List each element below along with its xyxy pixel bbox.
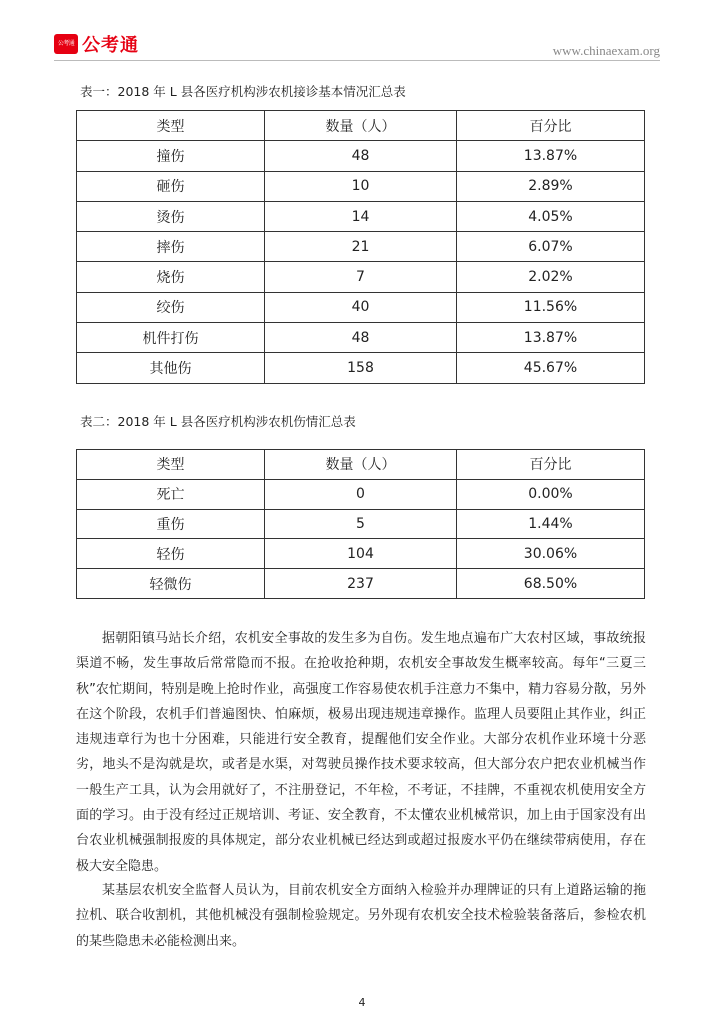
cell-type: 轻伤 bbox=[77, 539, 265, 569]
cell-count: 14 bbox=[265, 201, 457, 231]
table-row bbox=[77, 292, 645, 322]
cell-percent: 1.44% bbox=[457, 509, 645, 539]
cell-type: 烫伤 bbox=[77, 201, 265, 231]
table-row bbox=[77, 171, 645, 201]
injury-types-table bbox=[76, 110, 645, 384]
site-url[interactable]: www.chinaexam.org bbox=[552, 43, 660, 58]
column-header-type: 类型 bbox=[77, 450, 265, 480]
cell-count: 48 bbox=[265, 141, 457, 171]
cell-type: 死亡 bbox=[77, 479, 265, 509]
cell-count: 0 bbox=[265, 479, 457, 509]
cell-percent: 30.06% bbox=[457, 539, 645, 569]
header-divider bbox=[54, 60, 660, 61]
cell-count: 237 bbox=[265, 569, 457, 599]
cell-percent: 68.50% bbox=[457, 569, 645, 599]
page-header bbox=[0, 0, 724, 64]
injury-severity-table bbox=[76, 449, 645, 599]
table1-caption: 表一：2018 年 L 县各医疗机构涉农机接诊基本情况汇总表 bbox=[80, 84, 406, 99]
cell-count: 40 bbox=[265, 292, 457, 322]
table-row bbox=[77, 539, 645, 569]
table-row bbox=[77, 353, 645, 383]
table-row bbox=[77, 323, 645, 353]
cell-count: 21 bbox=[265, 232, 457, 262]
page-number: 4 bbox=[358, 996, 366, 1009]
cell-percent: 11.56% bbox=[457, 292, 645, 322]
table-header-row bbox=[77, 111, 645, 141]
column-header-count: 数量（人） bbox=[265, 450, 457, 480]
cell-type: 机件打伤 bbox=[77, 323, 265, 353]
cell-count: 158 bbox=[265, 353, 457, 383]
table-row bbox=[77, 201, 645, 231]
cell-percent: 2.89% bbox=[457, 171, 645, 201]
body-paragraph: 据朝阳镇马站长介绍，农机安全事故的发生多为自伤。发生地点遍布广大农村区域，事故统报渠道不畅，发生事故后常常隐而不报。在抢收抢种期，农机安全事故发生概率较高。每年“三夏三秋”农忙期间，特别是晚上抢时作业，高强度工作容易使农机手注意力不集中，精力容易分散，另外在这个阶段，农机手们普遍图快、怕麻烦，极易出现违规违章操作。监理人员要阻止其作业，纠正违规违章行为也十分困难，只能进行安全教育，提醒他们安全作业。大部分农机作业环境十分恶劣，地头不是沟就是坎，或者是水渠，对驾驶员操作技术要求较高，但大部分农户把农业机械当作一般生产工具，认为会用就好了，不注册登记，不年检，不考证，不挂牌，不重视农机使用安全方面的学习。由于没有经过正规培训、考证、安全教育，不太懂农业机械常识，加上由于国家没有出台农业机械强制报废的具体规定，部分农业机械已经达到或超过报废水平仍在继续带病使用，存在极大安全隐患。 bbox=[76, 631, 646, 874]
column-header-type: 类型 bbox=[77, 111, 265, 141]
table-row bbox=[77, 509, 645, 539]
table-row bbox=[77, 479, 645, 509]
table2-caption: 表二：2018 年 L 县各医疗机构涉农机伤情汇总表 bbox=[80, 414, 356, 429]
cell-count: 48 bbox=[265, 323, 457, 353]
cell-type: 撞伤 bbox=[77, 141, 265, 171]
cell-percent: 13.87% bbox=[457, 323, 645, 353]
cell-type: 轻微伤 bbox=[77, 569, 265, 599]
table-row bbox=[77, 232, 645, 262]
cell-count: 104 bbox=[265, 539, 457, 569]
cell-percent: 13.87% bbox=[457, 141, 645, 171]
cell-type: 砸伤 bbox=[77, 171, 265, 201]
body-paragraph: 某基层农机安全监督人员认为，目前农机安全方面纳入检验并办理牌证的只有上道路运输的拖拉机、联合收割机，其他机械没有强制检验规定。另外现有农机安全技术检验装备落后，参检农机的某些隐患未必能检测出来。 bbox=[76, 883, 646, 949]
brand-logo-badge: 公考通 bbox=[54, 34, 78, 54]
cell-type: 其他伤 bbox=[77, 353, 265, 383]
table-row bbox=[77, 569, 645, 599]
brand-logo-text: 公考通 bbox=[82, 35, 139, 56]
cell-percent: 6.07% bbox=[457, 232, 645, 262]
column-header-count: 数量（人） bbox=[265, 111, 457, 141]
cell-type: 摔伤 bbox=[77, 232, 265, 262]
cell-type: 重伤 bbox=[77, 509, 265, 539]
cell-type: 烧伤 bbox=[77, 262, 265, 292]
cell-percent: 2.02% bbox=[457, 262, 645, 292]
cell-count: 10 bbox=[265, 171, 457, 201]
table-row bbox=[77, 141, 645, 171]
cell-percent: 4.05% bbox=[457, 201, 645, 231]
cell-percent: 0.00% bbox=[457, 479, 645, 509]
cell-type: 绞伤 bbox=[77, 292, 265, 322]
column-header-percent: 百分比 bbox=[457, 450, 645, 480]
table-row bbox=[77, 262, 645, 292]
cell-count: 5 bbox=[265, 509, 457, 539]
column-header-percent: 百分比 bbox=[457, 111, 645, 141]
cell-count: 7 bbox=[265, 262, 457, 292]
table-header-row bbox=[77, 450, 645, 480]
cell-percent: 45.67% bbox=[457, 353, 645, 383]
